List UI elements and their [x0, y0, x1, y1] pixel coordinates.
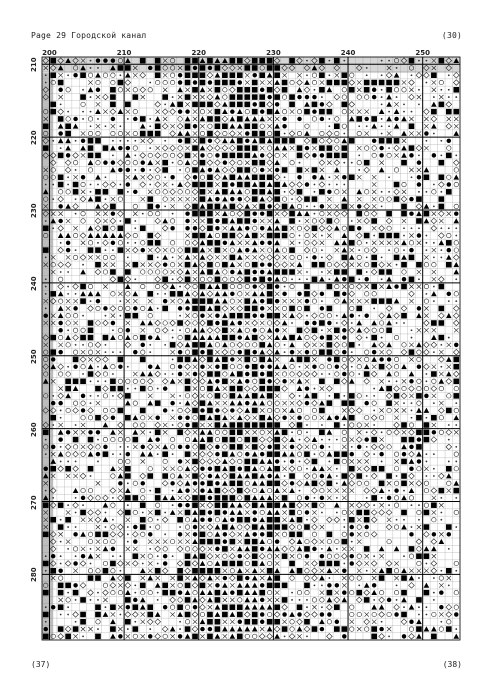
column-label: 250	[415, 49, 430, 57]
row-label: 250	[30, 349, 38, 364]
column-label: 230	[266, 49, 281, 57]
page-footer-right: (38)	[442, 660, 462, 669]
page-footer-left: (37)	[31, 660, 51, 669]
column-label: 210	[116, 49, 132, 57]
column-label: 240	[340, 49, 356, 57]
row-label: 270	[30, 494, 38, 510]
row-label: 210	[30, 57, 38, 73]
row-label: 230	[30, 203, 38, 219]
row-label: 220	[30, 130, 38, 146]
column-label: 200	[42, 49, 57, 57]
page-header-number: (30)	[441, 31, 462, 40]
column-label: 220	[191, 49, 207, 57]
row-label: 280	[30, 567, 38, 583]
row-label: 240	[30, 276, 38, 291]
row-label: 260	[30, 422, 38, 437]
page-header-title: Page 29 Городской канал	[31, 31, 147, 40]
